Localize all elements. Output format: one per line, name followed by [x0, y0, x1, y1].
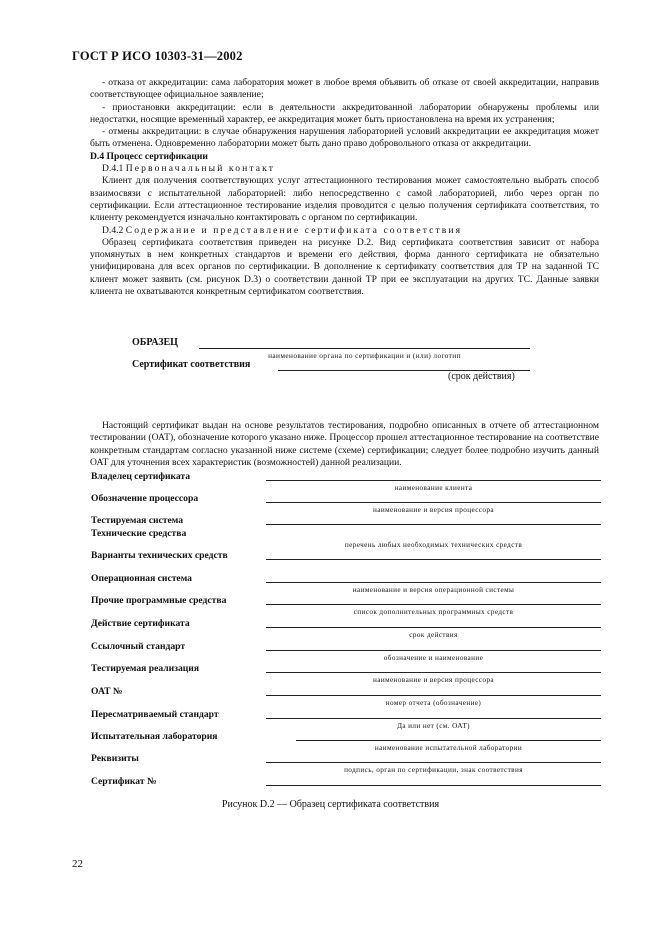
form-field-line	[266, 582, 601, 583]
form-caption: наименование испытательной лаборатории	[374, 744, 523, 752]
subsection-number: D.4.1	[102, 163, 124, 175]
sample-label: ОБРАЗЕЦ	[132, 337, 178, 348]
form-caption: наименование клиента	[394, 484, 473, 492]
form-field-line	[266, 650, 601, 651]
form-row	[91, 748, 601, 772]
form-row	[91, 658, 601, 682]
form-label: Владелец сертификата	[91, 471, 191, 482]
form-row	[91, 590, 601, 614]
form-field-line	[266, 672, 601, 673]
form-row	[91, 466, 601, 490]
certificate-form	[91, 466, 601, 796]
paragraph-d41: Клиент для получения соответствующих услуг аттестационного тестирования может самостоятельно выбрать способ взаимосвязи с испытательной лабораторией: либо непосредственно с самой лабораторией, либо через орган по сертификации. Если аттестационное тестирование изделия проводится с целью получения сертификата соответствия, то клиенту рекомендуется изначально контактировать с органом по сертификации.	[90, 175, 599, 224]
validity-text: (срок действия)	[448, 371, 515, 382]
form-caption: срок действия	[409, 631, 458, 639]
intro-paragraph-3: - отмены аккредитации: в случае обнаружения нарушения лабораторией условий аккредитации ее аккредитация может быть отменена. Одновременно лаборатории может быть дано право добровольного отказа от аккредитации.	[90, 126, 599, 150]
document-header: ГОСТ Р ИСО 10303-31—2002	[72, 49, 243, 63]
form-field-line	[266, 559, 601, 560]
form-row	[91, 568, 601, 592]
form-caption: наименование и версия процессора	[373, 506, 494, 514]
form-field-line	[266, 502, 601, 503]
subsection-number: D.4.2	[102, 224, 124, 236]
certificate-label: Сертификат соответствия	[132, 359, 251, 370]
subsection-title: Содержание и представление сертификата соответствия	[125, 224, 463, 236]
form-label: Технические средства	[91, 528, 187, 539]
form-label: Действие сертификата	[91, 618, 190, 629]
form-field-line	[266, 785, 601, 786]
org-caption: наименование органа по сертификации и (или) логотип	[268, 351, 461, 360]
paragraph-d42: Образец сертификата соответствия приведен на рисунке D.2. Вид сертификата соответствия зависит от набора упомянутых в нем конкретных стандартов и времени его действия, форма данного сертификата не обязательно унифицирована для всех органов по сертификации. В дополнение к сертификату соответствия для ТР на заданной ТС клиент может заявить (см. рисунок D.3) о соответствии данной ТР при ее эксплуатации на других ТС. Данные заявки клиента не охватываются конкретным сертификатом соответствия.	[90, 236, 599, 298]
form-row	[91, 523, 601, 547]
subsection-title: Первоначальный контакт	[125, 163, 276, 175]
section-title-d4: D.4 Процесс сертификации	[90, 150, 208, 162]
form-field-line	[296, 740, 601, 741]
form-label: Сертификат №	[91, 776, 157, 787]
form-label: Варианты технических средств	[91, 550, 228, 561]
form-caption: перечень любых необходимых технических средств	[344, 541, 523, 549]
form-field-line	[266, 762, 601, 763]
form-label: Реквизиты	[91, 753, 139, 764]
figure-caption: Рисунок D.2 — Образец сертификата соответствия	[221, 799, 440, 810]
form-caption: наименование и версия процессора	[373, 676, 494, 684]
form-field-line	[266, 480, 601, 481]
form-label: ОАТ №	[91, 686, 123, 697]
form-label: Испытательная лаборатория	[91, 731, 218, 742]
form-label: Тестируемая реализация	[91, 663, 200, 674]
org-line	[199, 348, 530, 349]
form-caption: список дополнительных программных средств	[353, 608, 514, 616]
form-field-line	[266, 718, 601, 719]
form-row	[91, 636, 601, 660]
form-row	[91, 613, 601, 637]
form-caption: Да или нет (см. ОАТ)	[397, 722, 470, 730]
form-row	[91, 704, 601, 728]
form-caption: наименование и версия операционной системы	[352, 586, 515, 594]
intro-paragraph-1: - отказа от аккредитации: сама лаборатория может в любое время объявить об отказе от своей аккредитации, направив соответствующее официальное заявление;	[90, 77, 599, 101]
subsection-title-d42	[90, 225, 599, 237]
statement-block	[90, 420, 599, 469]
form-caption: подпись, орган по сертификации, знак соответствия	[344, 766, 523, 774]
form-label: Тестируемая система	[91, 515, 184, 526]
form-field-line	[266, 604, 601, 605]
intro-paragraph-2: - приостановки аккредитации: если в деятельности аккредитованной лаборатории обнаружены проблемы или недостатки, носящие временный характер, ее аккредитация может быть приостановлена на время их устранения;	[90, 101, 599, 125]
form-caption: обозначение и наименование	[383, 654, 484, 662]
form-label: Операционная система	[91, 573, 192, 584]
form-label: Ссылочный стандарт	[91, 641, 186, 652]
statement-paragraph: Настоящий сертификат выдан на основе результатов тестирования, подробно описанных в отчете об аттестационном тестировании (ОАТ), обозначение которого указано ниже. Процессор прошел аттестационное тестирование на соответствие конкретным стандартам согласно указанной ниже системе (схеме) сертификации; следует более подробно изучить данный ОАТ для уточнения всех характеристик (возможностей) данной реализации.	[90, 420, 599, 468]
form-row	[91, 681, 601, 705]
page-number: 22	[72, 858, 83, 870]
form-row	[91, 726, 601, 750]
form-label: Прочие программные средства	[91, 595, 227, 606]
form-label: Пересматриваемый стандарт	[91, 709, 219, 720]
body-text	[90, 77, 599, 298]
form-row	[91, 488, 601, 512]
form-row	[91, 771, 601, 795]
form-caption: номер отчета (обозначение)	[385, 699, 482, 707]
subsection-title-d41	[90, 163, 599, 175]
form-field-line	[266, 695, 601, 696]
form-row	[91, 545, 601, 569]
form-field-line	[266, 627, 601, 628]
form-label: Обозначение процессора	[91, 493, 199, 504]
